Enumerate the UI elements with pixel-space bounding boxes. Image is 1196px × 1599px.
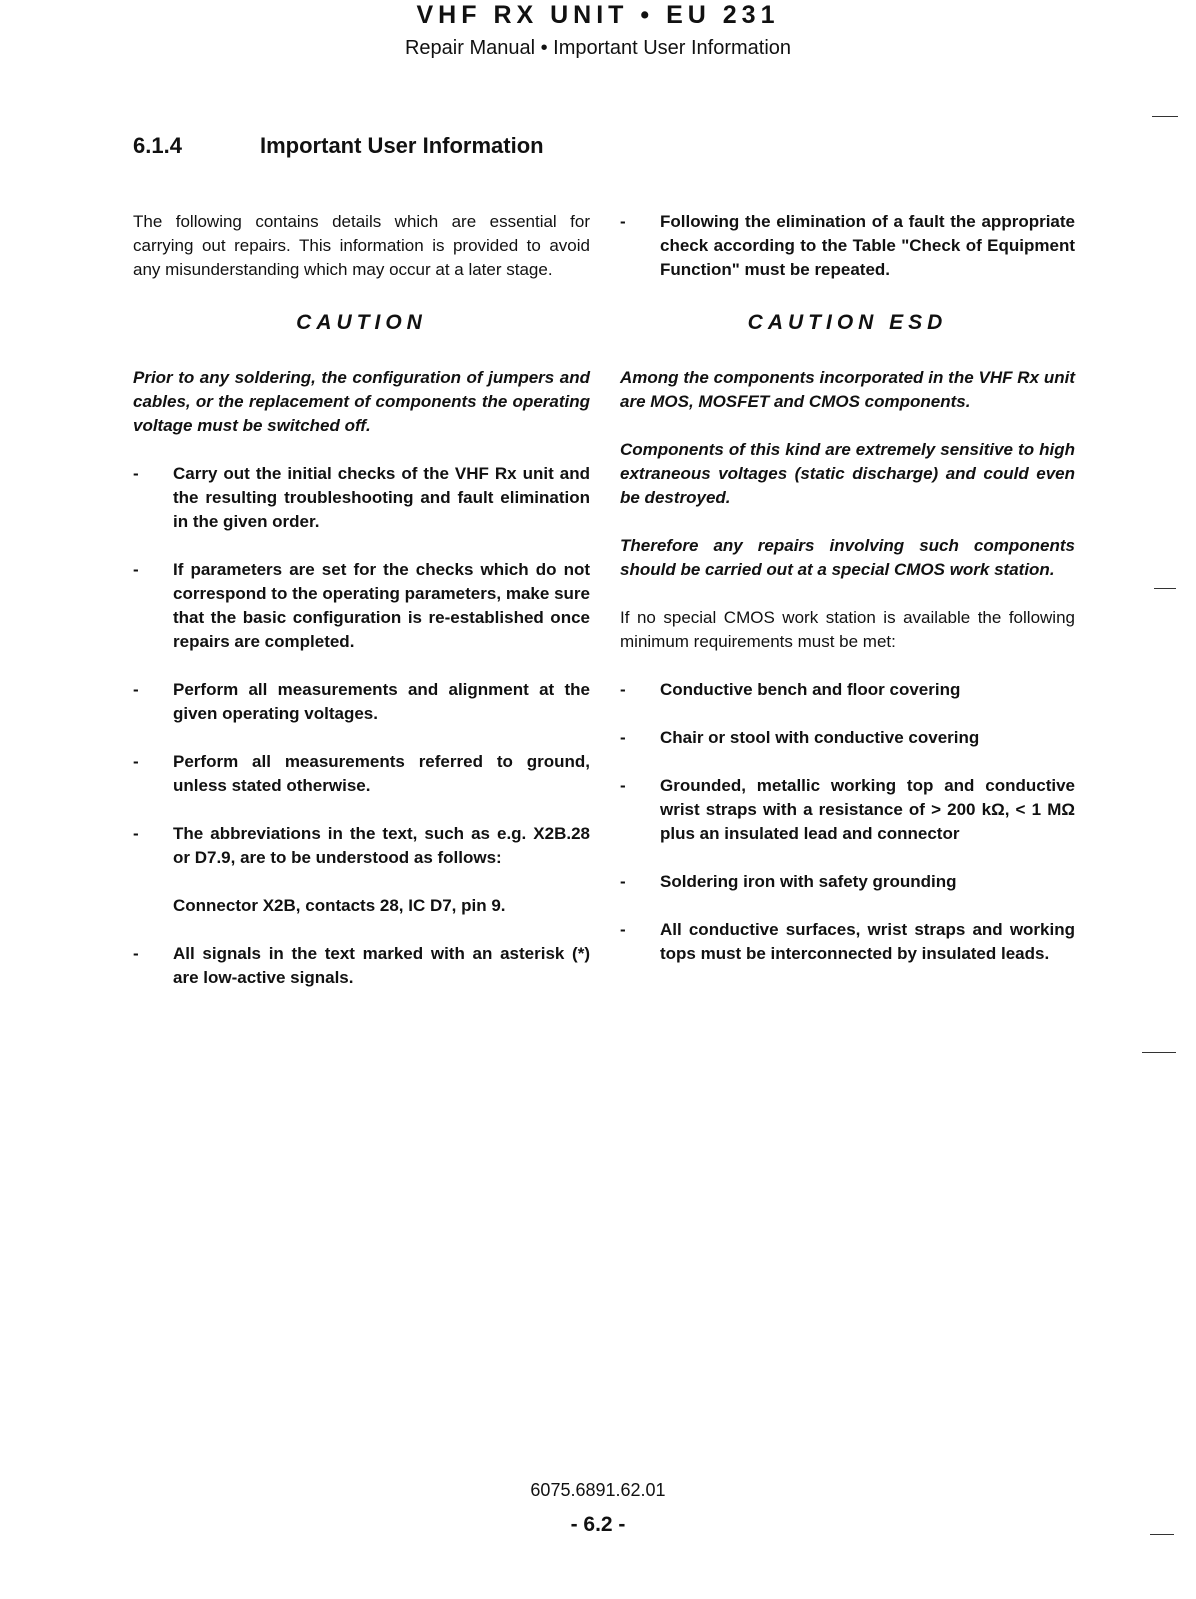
list-bullet: - — [133, 944, 139, 963]
list-item-text: Chair or stool with conductive covering — [660, 728, 980, 747]
list-item-text — [173, 822, 590, 918]
document-code: 6075.6891.62.01 — [530, 1480, 666, 1500]
section-number: 6.1.4 — [133, 133, 182, 158]
list-item — [620, 774, 1075, 846]
margin-mark — [1142, 1052, 1176, 1053]
list-bullet: - — [133, 560, 139, 579]
list-item-text: Conductive bench and floor covering — [660, 680, 961, 699]
document-title: VHF RX UNIT • EU 231 — [416, 1, 780, 29]
requirements-intro: If no special CMOS work station is available the following minimum requirements must be met: — [620, 608, 1075, 651]
section-title: Important User Information — [260, 133, 544, 158]
list-item — [620, 210, 1075, 282]
list-item-text: All conductive surfaces, wrist straps and working tops must be interconnected by insulated leads. — [660, 920, 1075, 963]
intro-paragraph: The following contains details which are essential for carrying out repairs. This information is provided to avoid any misunderstanding which may occur at a later stage. — [133, 212, 590, 279]
list-item — [133, 942, 590, 990]
caution-text: Prior to any soldering, the configuration of jumpers and cables, or the replacement of components the operating voltage must be switched off. — [133, 368, 590, 435]
list-bullet: - — [620, 920, 626, 939]
list-item — [133, 678, 590, 726]
list-item — [620, 678, 1075, 702]
list-bullet: - — [133, 752, 139, 771]
caution-esd-heading: CAUTION ESD — [747, 311, 948, 334]
list-bullet: - — [620, 680, 626, 699]
list-bullet: - — [620, 728, 626, 747]
list-item-text: Perform all measurements and alignment at the given operating voltages. — [173, 680, 590, 723]
list-item — [620, 726, 1075, 750]
list-bullet: - — [133, 824, 139, 843]
list-item-text: Soldering iron with safety grounding — [660, 872, 957, 891]
esd-paragraph: Among the components incorporated in the VHF Rx unit are MOS, MOSFET and CMOS components. — [620, 368, 1075, 411]
list-bullet: - — [133, 680, 139, 699]
list-bullet: - — [620, 776, 626, 795]
list-item-main-text: The abbreviations in the text, such as e.g. X2B.28 or D7.9, are to be understood as follows: — [173, 824, 590, 867]
list-item-text: Perform all measurements referred to ground, unless stated otherwise. — [173, 752, 590, 795]
right-column — [620, 210, 1075, 990]
margin-mark — [1154, 588, 1176, 589]
list-item — [133, 750, 590, 798]
list-item — [620, 918, 1075, 966]
list-item — [620, 870, 1075, 894]
list-item — [133, 558, 590, 654]
list-item — [133, 462, 590, 534]
esd-paragraph: Components of this kind are extremely sensitive to high extraneous voltages (static discharge) and could even be destroyed. — [620, 440, 1075, 507]
margin-mark — [1152, 116, 1178, 117]
list-item-text: Carry out the initial checks of the VHF Rx unit and the resulting troubleshooting and fault elimination in the given order. — [173, 464, 590, 531]
page-number: - 6.2 - — [570, 1513, 626, 1536]
list-bullet: - — [620, 872, 626, 891]
list-item-text: If parameters are set for the checks which do not correspond to the operating parameters, make sure that the basic configuration is re-established once repairs are completed. — [173, 560, 590, 651]
list-item-continuation: Connector X2B, contacts 28, IC D7, pin 9. — [173, 896, 506, 915]
list-item-text: All signals in the text marked with an asterisk (*) are low-active signals. — [173, 944, 590, 987]
margin-mark — [1150, 1534, 1174, 1535]
list-bullet: - — [133, 464, 139, 483]
list-item — [133, 822, 590, 918]
list-bullet: - — [620, 212, 626, 231]
document-subtitle: Repair Manual • Important User Information — [404, 37, 792, 59]
list-item-text: Grounded, metallic working top and conductive wrist straps with a resistance of > 200 kΩ, < 1 MΩ plus an insulated lead and connector — [660, 776, 1075, 843]
left-column — [133, 210, 590, 1014]
caution-heading: CAUTION — [296, 311, 427, 334]
esd-paragraph: Therefore any repairs involving such components should be carried out at a special CMOS work station. — [620, 536, 1075, 579]
list-item-text: Following the elimination of a fault the appropriate check according to the Table "Check of Equipment Function" must be repeated. — [660, 212, 1075, 279]
